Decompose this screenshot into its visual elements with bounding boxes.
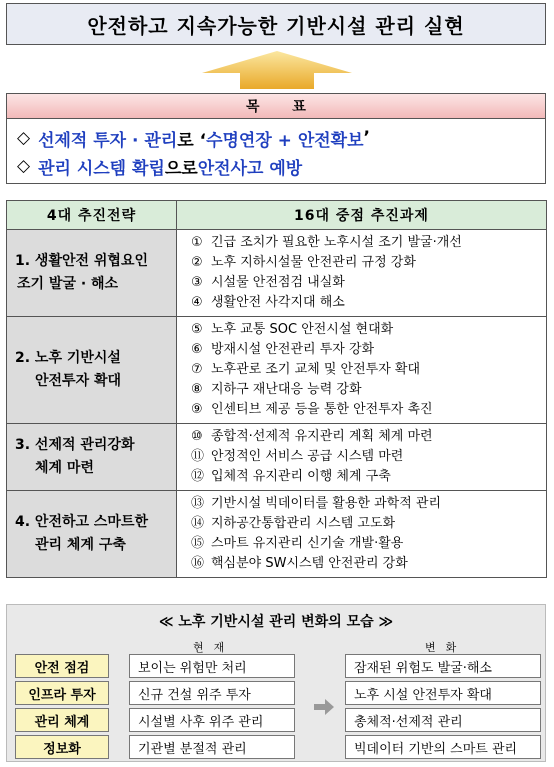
task-item [191,534,546,554]
tasks-cell [177,491,547,578]
tasks-cell [177,424,547,491]
task-text: 노후 교통 SOC 안전시설 현대화 [211,322,394,337]
strategy-table [6,200,547,578]
task-number: ⑮ [191,536,205,551]
task-number: ⑩ [191,429,203,444]
task-text: 스마트 유지관리 신기술 개발·활용 [211,536,404,551]
change-panel-title: ≪ 노후 기반시설 관리 변화의 모습 ≫ [158,614,394,630]
task-text: 방재시설 안전관리 투자 강화 [211,342,375,357]
change-panel [6,604,546,762]
tasks-cell [177,317,547,424]
task-number: ⑫ [191,469,205,484]
strategy-subtitle: 관리 체계 구축 [35,537,126,553]
category-label: 인프라 투자 [15,681,109,705]
category-label: 정보화 [15,735,109,759]
category-label: 안전 점검 [15,654,109,678]
strategy-subtitle: 안전투자 확대 [35,373,122,389]
task-number: ① [191,235,203,250]
goal-text: ’ [363,128,370,148]
task-number: ④ [191,295,203,310]
task-item [191,360,546,380]
task-number: ⑧ [191,382,203,397]
task-number: ⑪ [191,449,205,464]
table-row [7,317,547,424]
strategy-cell [7,317,177,424]
task-text: 종합적·선제적 유지관리 계획 체계 마련 [211,429,433,444]
task-item [191,400,546,420]
strategy-cell [7,424,177,491]
task-item [191,427,546,447]
task-item [191,467,546,487]
diamond-bullet-icon: ◇ [17,156,31,176]
task-text: 시설물 안전점검 내실화 [211,275,345,290]
task-number: ③ [191,275,203,290]
goal-emphasis: 수명연장 + 안전확보 [206,130,364,151]
task-number: ⑬ [191,496,205,511]
goal-box [6,118,546,184]
task-text: 핵심분야 SW시스템 안전관리 강화 [211,556,408,571]
diamond-bullet-icon: ◇ [17,128,31,148]
goal-emphasis: 관리 시스템 확립 [38,158,165,179]
current-state: 기관별 분절적 관리 [129,735,295,759]
task-text: 안정적인 서비스 공급 시스템 마련 [211,449,404,464]
task-item [191,233,546,253]
goal-line-2 [17,152,535,180]
current-state: 신규 건설 위주 투자 [129,681,295,705]
strategy-title: 1. 생활안전 위협요인 [15,253,148,269]
future-state: 총체적·선제적 관리 [345,708,541,732]
strategy-title: 2. 노후 기반시설 [15,350,121,366]
task-number: ⑭ [191,516,205,531]
goal-emphasis: 안전사고 예방 [197,158,303,179]
goal-heading: 목 표 [6,93,546,118]
table-row [7,424,547,491]
task-item [191,494,546,514]
task-number: ⑯ [191,556,205,571]
task-number: ⑤ [191,322,203,337]
task-text: 지하구 재난대응 능력 강화 [211,382,362,397]
task-item [191,380,546,400]
goal-text: 로 ‘ [177,130,207,151]
task-text: 입체적 유지관리 이행 체계 구축 [211,469,391,484]
goal-text: 으로 [164,158,198,179]
strategy-title: 3. 선제적 관리강화 [15,437,135,453]
task-text: 생활안전 사각지대 해소 [211,295,345,310]
current-state: 보이는 위험만 처리 [129,654,295,678]
future-state: 잠재된 위험도 발굴·해소 [345,654,541,678]
task-item [191,340,546,360]
current-state: 시설별 사후 위주 관리 [129,708,295,732]
task-item [191,447,546,467]
up-arrow-icon [202,51,352,89]
strategy-cell [7,230,177,317]
page-title: 안전하고 지속가능한 기반시설 관리 실현 [6,3,546,45]
right-arrow-icon [314,699,334,715]
task-text: 노후관로 조기 교체 및 안전투자 확대 [211,362,421,377]
current-column-label: 현재 [193,641,235,654]
future-column-label: 변화 [425,641,467,654]
task-item [191,293,546,313]
category-label: 관리 체계 [15,708,109,732]
goal-line-1 [17,124,535,152]
task-text: 노후 지하시설물 안전관리 규정 강화 [211,255,416,270]
task-item [191,273,546,293]
task-text: 인센티브 제공 등을 통한 안전투자 촉진 [211,402,433,417]
tasks-cell [177,230,547,317]
strategy-cell [7,491,177,578]
future-state: 빅데이터 기반의 스마트 관리 [345,735,541,759]
table-row [7,230,547,317]
task-text: 지하공간통합관리 시스템 고도화 [211,516,396,531]
task-text: 기반시설 빅데이터를 활용한 과학적 관리 [211,496,442,511]
task-text: 긴급 조치가 필요한 노후시설 조기 발굴·개선 [211,235,462,250]
task-number: ⑨ [191,402,203,417]
task-number: ⑦ [191,362,203,377]
strategy-subtitle: 체계 마련 [35,460,94,476]
goal-emphasis: 선제적 투자 · 관리 [38,130,178,151]
strategy-column-header: 4대 추진전략 [7,201,177,230]
tasks-column-header: 16대 중점 추진과제 [177,201,547,230]
task-item [191,320,546,340]
future-state: 노후 시설 안전투자 확대 [345,681,541,705]
table-row [7,491,547,578]
task-item [191,514,546,534]
task-number: ⑥ [191,342,203,357]
strategy-subtitle: 조기 발굴 · 해소 [17,276,119,292]
task-number: ② [191,255,203,270]
task-item [191,554,546,574]
strategy-title: 4. 안전하고 스마트한 [15,514,148,530]
task-item [191,253,546,273]
